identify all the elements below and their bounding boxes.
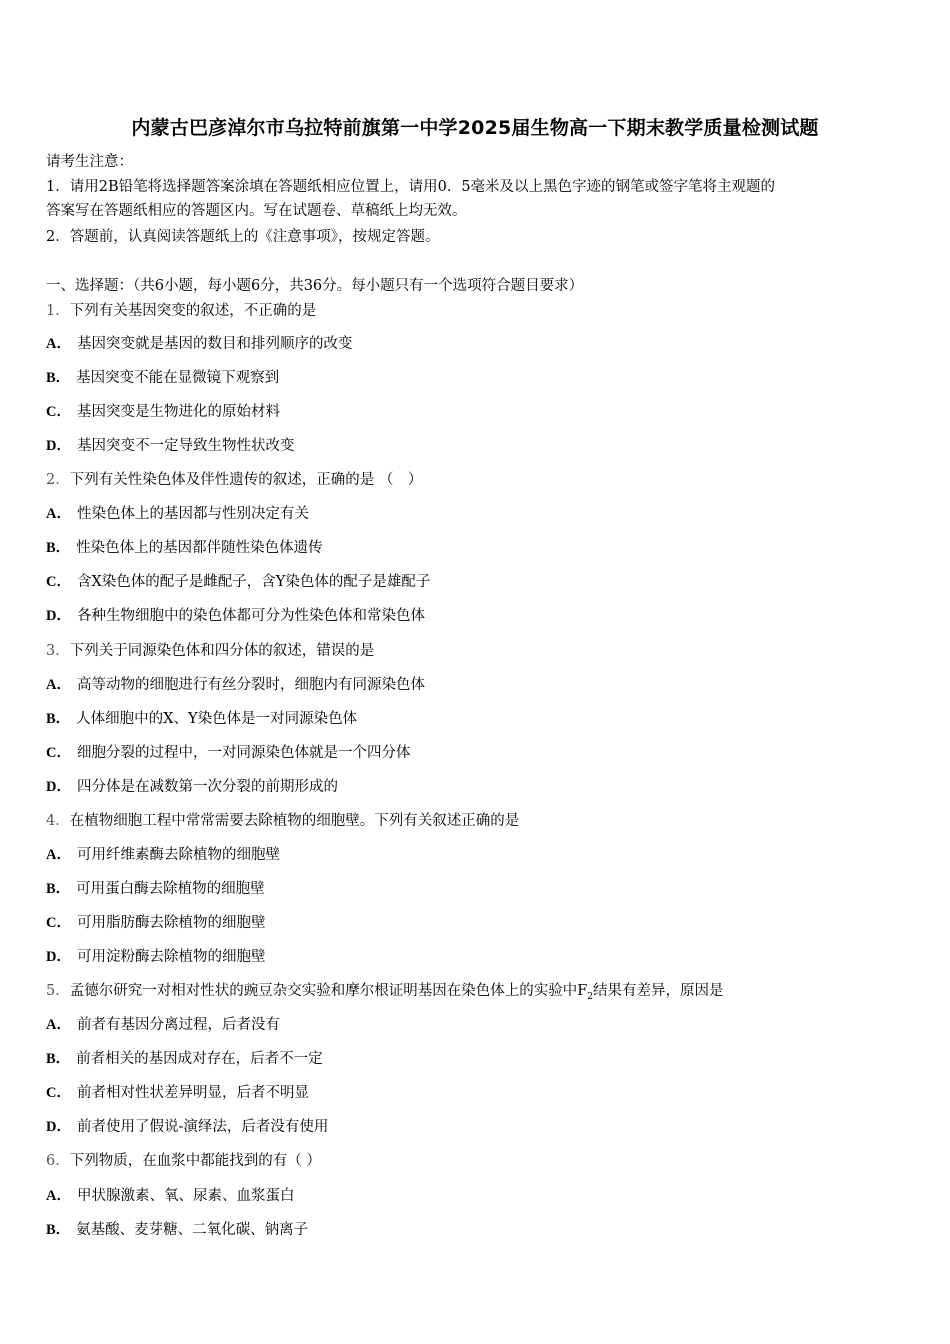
question-5-option-c[interactable]: C． 前者相对性状差异明显，后者不明显 (46, 1085, 309, 1101)
question-3-option-b[interactable]: B． 人体细胞中的X、Y染色体是一对同源染色体 (46, 711, 358, 727)
question-number: 5． (46, 983, 70, 999)
section-heading: 一、选择题：（共6小题，每小题6分，共36分。每小题只有一个选项符合题目要求） (46, 278, 584, 294)
question-1-option-c[interactable]: C． 基因突变是生物进化的原始材料 (46, 404, 280, 420)
question-2-option-c[interactable]: C． 含X染色体的配子是雌配子，含Y染色体的配子是雄配子 (46, 574, 431, 590)
notice-item-1-line-1: 1．请用2B铅笔将选择题答案涂填在答题纸相应位置上，请用0．5毫米及以上黑色字迹的钢笔或签字笔将主观题的 (46, 179, 776, 195)
page-title: 内蒙古巴彦淖尔市乌拉特前旗第一中学2025届生物高一下期末教学质量检测试题 (131, 117, 819, 139)
question-3-option-c[interactable]: C． 细胞分裂的过程中，一对同源染色体就是一个四分体 (46, 745, 411, 761)
question-6-option-b[interactable]: B． 氨基酸、麦芽糖、二氧化碳、钠离子 (46, 1222, 309, 1238)
question-2-stem (46, 470, 422, 490)
question-1-option-a[interactable]: A． 基因突变就是基因的数目和排列顺序的改变 (46, 336, 353, 352)
question-3-option-a[interactable]: A． 高等动物的细胞进行有丝分裂时，细胞内有同源染色体 (46, 677, 425, 693)
question-text: 在植物细胞工程中常常需要去除植物的细胞壁。下列有关叙述正确的是 (69, 813, 520, 829)
question-1-option-d[interactable]: D． 基因突变不一定导致生物性状改变 (46, 438, 295, 454)
question-2-option-a[interactable]: A． 性染色体上的基因都与性别决定有关 (46, 506, 309, 522)
question-number: 6． (46, 1153, 70, 1169)
question-1-stem (46, 301, 316, 321)
question-4-option-a[interactable]: A． 可用纤维素酶去除植物的细胞壁 (46, 847, 280, 863)
question-number: 3． (46, 643, 70, 659)
question-6-stem (46, 1151, 321, 1171)
question-number: 2． (46, 472, 70, 488)
question-1-option-b[interactable]: B． 基因突变不能在显微镜下观察到 (46, 370, 280, 386)
question-4-option-b[interactable]: B． 可用蛋白酶去除植物的细胞壁 (46, 881, 265, 897)
question-2-option-d[interactable]: D． 各种生物细胞中的染色体都可分为性染色体和常染色体 (46, 608, 425, 624)
question-text: 孟德尔研究一对相对性状的豌豆杂交实验和摩尔根证明基因在染色体上的实验中F (69, 983, 588, 999)
question-2-option-b[interactable]: B． 性染色体上的基因都伴随性染色体遗传 (46, 540, 323, 556)
question-number: 4． (46, 813, 70, 829)
question-4-option-c[interactable]: C． 可用脂肪酶去除植物的细胞壁 (46, 915, 266, 931)
question-text: 下列有关基因突变的叙述，不正确的是 (69, 303, 317, 319)
question-5-option-d[interactable]: D． 前者使用了假说-演绎法，后者没有使用 (46, 1119, 329, 1135)
question-5-stem (46, 981, 724, 1007)
question-6-option-a[interactable]: A． 甲状腺激素、氧、尿素、血浆蛋白 (46, 1188, 295, 1204)
question-5-option-a[interactable]: A． 前者有基因分离过程，后者没有 (46, 1017, 280, 1033)
notice-heading: 请考生注意： (46, 154, 133, 170)
question-number: 1． (46, 303, 70, 319)
question-4-stem (46, 811, 519, 831)
subscript: 2 (587, 991, 594, 1002)
question-text: 下列关于同源染色体和四分体的叙述，错误的是 (69, 643, 375, 659)
notice-item-1-line-2: 答案写在答题纸相应的答题区内。写在试题卷、草稿纸上均无效。 (46, 203, 467, 219)
question-text: 下列物质，在血浆中都能找到的有（ ） (69, 1153, 321, 1169)
question-3-stem (46, 641, 374, 661)
notice-item-2: 2．答题前，认真阅读答题纸上的《注意事项》，按规定答题。 (46, 229, 440, 245)
question-3-option-d[interactable]: D． 四分体是在减数第一次分裂的前期形成的 (46, 779, 338, 795)
question-5-option-b[interactable]: B． 前者相关的基因成对存在，后者不一定 (46, 1051, 323, 1067)
question-text-tail: 结果有差异，原因是 (593, 983, 724, 999)
question-4-option-d[interactable]: D． 可用淀粉酶去除植物的细胞壁 (46, 949, 266, 965)
question-text: 下列有关性染色体及伴性遗传的叙述，正确的是 （ ） (69, 472, 423, 488)
